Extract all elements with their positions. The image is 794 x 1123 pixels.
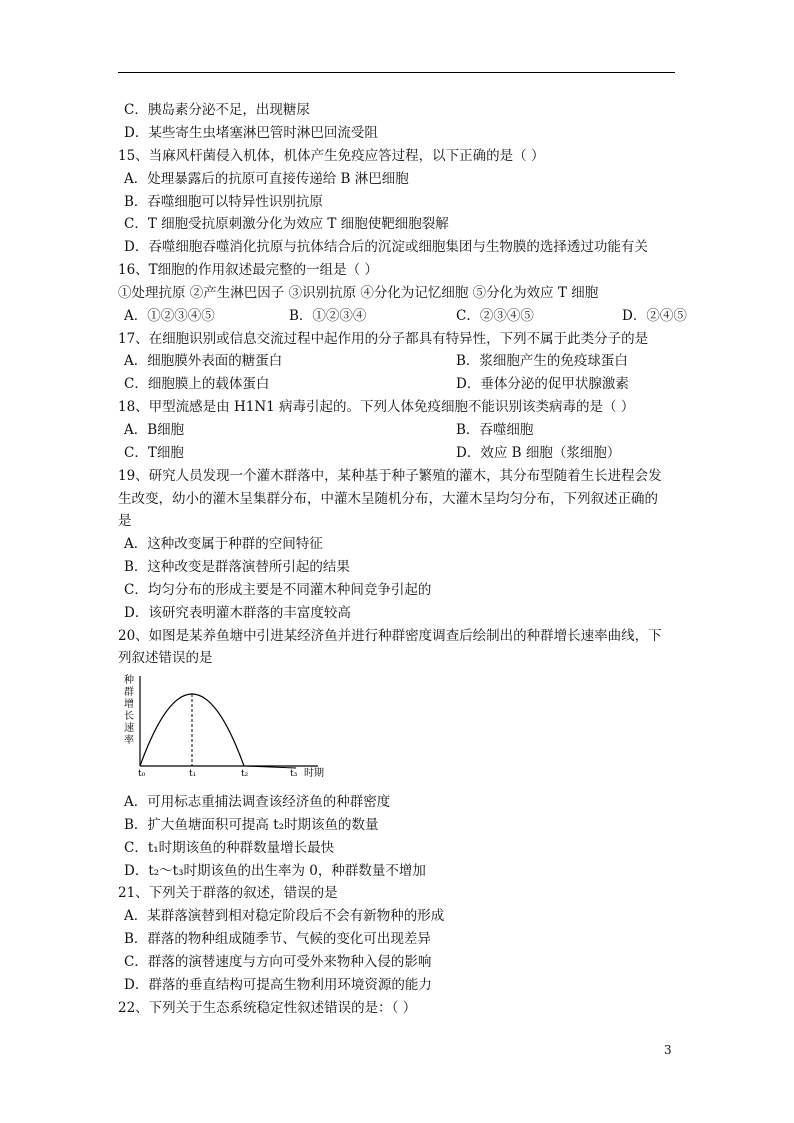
q15-option-d: D．吞噬细胞吞噬消化抗原与抗体结合后的沉淀或细胞集团与生物膜的选择透过功能有关: [124, 239, 648, 255]
q21-option-b: B．群落的物种组成随季节、气候的变化可出现差异: [124, 931, 431, 947]
question-20-line-1: 20、如图是某养鱼塘中引进某经济鱼并进行种群密度调查后绘制出的种群增长速率曲线，下: [118, 628, 662, 644]
q19-option-a: A．这种改变属于种群的空间特征: [124, 536, 323, 552]
tick-t1: t₁: [189, 769, 197, 779]
q19-option-c: C．均匀分布的形成主要是不同灌木种间竞争引起的: [124, 582, 432, 598]
q14-option-d: D．某些寄生虫堵塞淋巴管时淋巴回流受阻: [124, 125, 378, 141]
header-rule: [118, 72, 675, 73]
q18-option-b: B．吞噬细胞: [456, 422, 534, 438]
svg-text:种: 种: [124, 675, 134, 686]
q21-option-d: D．群落的垂直结构可提高生物利用环境资源的能力: [124, 977, 432, 993]
q19-option-d: D．该研究表明灌木群落的丰富度较高: [124, 605, 351, 621]
svg-text:增: 增: [124, 699, 134, 710]
svg-text:率: 率: [124, 735, 134, 746]
question-19-line-3: 是: [118, 513, 132, 529]
q21-option-c: C．群落的演替速度与方向可受外来物种入侵的影响: [124, 954, 432, 970]
tick-t3: t₃: [290, 769, 298, 779]
q16-option-b: B．①②③④: [289, 308, 367, 324]
q20-option-d: D．t₂～t₃时期该鱼的出生率为 0，种群数量不增加: [124, 863, 426, 879]
question-19-line-2: 生改变，幼小的灌木呈集群分布，中灌木呈随机分布，大灌木呈均匀分布，下列叙述正确的: [118, 491, 658, 507]
svg-text:速: 速: [124, 723, 134, 734]
tick-t0: t₀: [138, 769, 146, 779]
q20-option-b: B．扩大鱼塘面积可提高 t₂时期该鱼的数量: [124, 817, 379, 833]
q20-option-a: A．可用标志重捕法调查该经济鱼的种群密度: [124, 794, 391, 810]
q17-option-a: A．细胞膜外表面的糖蛋白: [124, 353, 283, 369]
q19-option-b: B．这种改变是群落演替所引起的结果: [124, 559, 350, 575]
question-19-line-1: 19、研究人员发现一个灌木群落中，某种基于种子繁殖的灌木，其分布型随着生长进程会发: [118, 468, 662, 484]
svg-text:长: 长: [124, 711, 134, 722]
question-18: 18、甲型流感是由 H1N1 病毒引起的。下列人体免疫细胞不能识别该类病毒的是（ ）: [118, 399, 635, 415]
q16-option-a: A．①②③④⑤: [124, 308, 215, 324]
y-axis-label: [124, 673, 134, 746]
question-21: 21、下列关于群落的叙述，错误的是: [118, 885, 338, 901]
q17-option-d: D．垂体分泌的促甲状腺激素: [456, 376, 629, 392]
q16-option-d: D．②④⑤: [622, 308, 687, 324]
growth-rate-graph: [118, 672, 338, 784]
svg-text:群: 群: [124, 687, 134, 698]
question-16: 16、T细胞的作用叙述最完整的一组是（ ）: [118, 262, 378, 278]
q15-option-a: A．处理暴露后的抗原可直接传递给 B 淋巴细胞: [124, 171, 409, 187]
question-22: 22、下列关于生态系统稳定性叙述错误的是：（ ）: [118, 1000, 417, 1016]
q18-option-c: C．T细胞: [124, 445, 184, 461]
q17-option-c: C．细胞膜上的载体蛋白: [124, 376, 270, 392]
x-axis-label: 时期: [304, 768, 324, 779]
q21-option-a: A．某群落演替到相对稳定阶段后不会有新物种的形成: [124, 908, 445, 924]
tick-t2: t₂: [241, 769, 249, 779]
q16-option-c: C．②③④⑤: [456, 308, 534, 324]
page-number: 3: [664, 1043, 672, 1057]
question-15: 15、当麻风杆菌侵入机体，机体产生免疫应答过程，以下正确的是（ ）: [118, 148, 545, 164]
q15-option-c: C．T 细胞受抗原刺激分化为效应 T 细胞使靶细胞裂解: [124, 216, 449, 232]
q14-option-c: C．胰岛素分泌不足，出现糖尿: [124, 102, 310, 118]
q18-option-a: A．B细胞: [124, 422, 185, 438]
q15-option-b: B．吞噬细胞可以特异性识别抗原: [124, 194, 323, 210]
q20-option-c: C．t₁时期该鱼的种群数量增长最快: [124, 840, 335, 856]
q17-option-b: B．浆细胞产生的免疫球蛋白: [456, 353, 628, 369]
question-17: 17、在细胞识别或信息交流过程中起作用的分子都具有特异性，下列不属于此类分子的是: [118, 331, 649, 347]
question-20-line-2: 列叙述错误的是: [118, 650, 213, 666]
q18-option-d: D．效应 B 细胞（浆细胞）: [456, 445, 621, 461]
q16-statements: ①处理抗原 ②产生淋巴因子 ③识别抗原 ④分化为记忆细胞 ⑤分化为效应 T 细胞: [118, 285, 599, 301]
